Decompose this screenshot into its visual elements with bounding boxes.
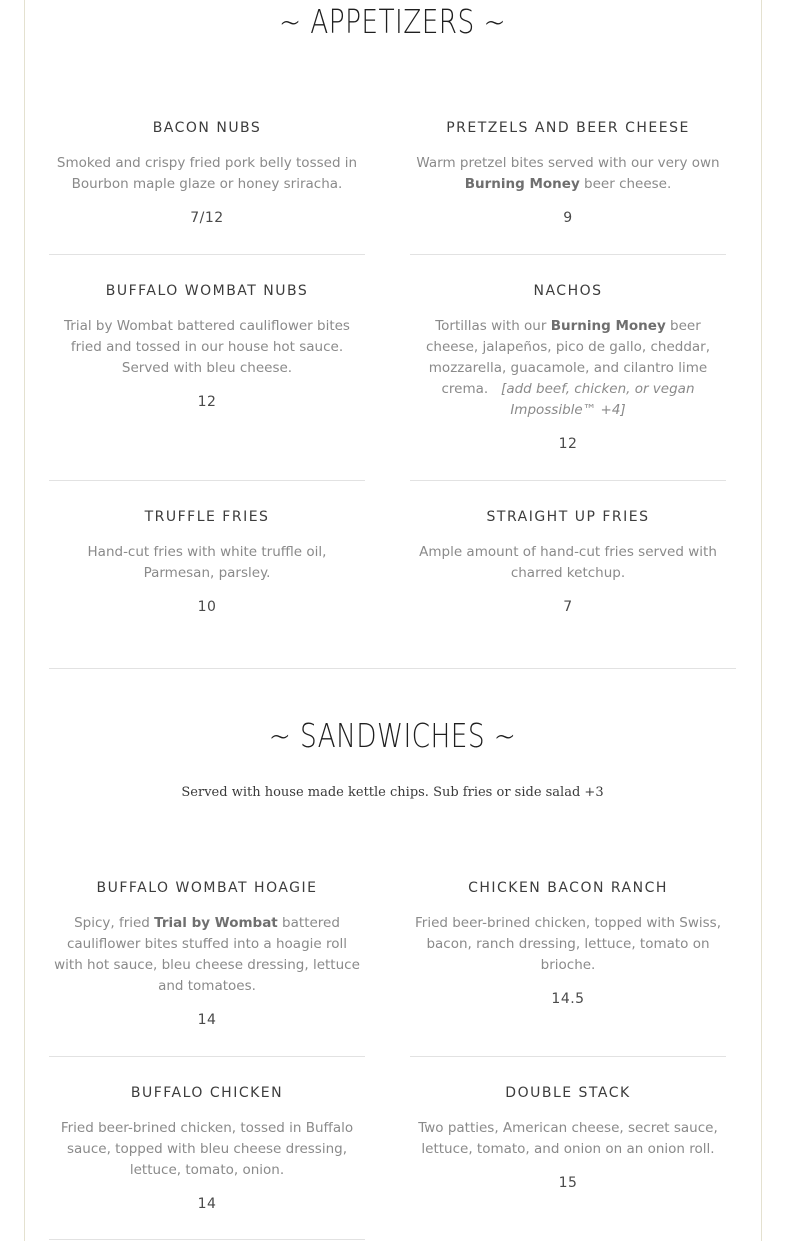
divider — [49, 480, 365, 481]
menu-item-buffalo-wombat-hoagie — [49, 878, 365, 1030]
item-price: 7 — [563, 599, 573, 615]
item-name: NACHOS — [533, 283, 603, 299]
divider — [49, 254, 365, 255]
menu-item-straight-up-fries — [410, 507, 726, 617]
menu-item-buffalo-chicken — [49, 1083, 365, 1214]
section-title-sandwiches: ~ SANDWICHES ~ — [268, 716, 517, 755]
item-description: Fried beer-brined chicken, topped with Swiss, bacon, ranch dressing, lettuce, tomato on brioche. — [414, 915, 722, 973]
item-price: 14.5 — [551, 991, 585, 1007]
item-description: Fried beer-brined chicken, tossed in Buffalo sauce, topped with bleu cheese dressing, lettuce, tomato, onion. — [60, 1120, 354, 1178]
item-name: CHICKEN BACON RANCH — [468, 880, 668, 896]
item-name: BUFFALO WOMBAT HOAGIE — [96, 880, 318, 896]
menu-item-double-stack — [410, 1083, 726, 1193]
item-description: Spicy, fried Trial by Wombat battered cauliflower bites stuffed into a hoagie roll with hot sauce, bleu cheese dressing, lettuce and tomatoes. — [54, 915, 360, 994]
item-price: 9 — [563, 210, 573, 226]
item-price: 15 — [558, 1175, 578, 1191]
item-name: BACON NUBS — [152, 120, 262, 136]
menu-item-chicken-bacon-ranch — [410, 878, 726, 1009]
item-name: STRAIGHT UP FRIES — [486, 509, 650, 525]
section-subtitle-sandwiches: Served with house made kettle chips. Sub fries or side salad +3 — [181, 785, 604, 800]
menu-item-buffalo-wombat-nubs — [49, 281, 365, 412]
menu-item-pretzels-and-beer-cheese — [410, 118, 726, 228]
item-description: Two patties, American cheese, secret sauce, lettuce, tomato, and onion on an onion roll. — [418, 1120, 718, 1157]
divider — [410, 480, 726, 481]
divider — [410, 254, 726, 255]
divider — [410, 1056, 726, 1057]
item-description: Warm pretzel bites served with our very own Burning Money beer cheese. — [416, 155, 720, 192]
item-price: 14 — [197, 1012, 217, 1028]
divider — [49, 1239, 365, 1240]
item-name: DOUBLE STACK — [505, 1085, 631, 1101]
item-name: PRETZELS AND BEER CHEESE — [446, 120, 690, 136]
item-price: 14 — [197, 1196, 217, 1212]
section-divider — [49, 668, 736, 669]
item-price: 12 — [197, 394, 217, 410]
item-name: BUFFALO WOMBAT NUBS — [105, 283, 309, 299]
menu-item-nachos — [410, 281, 726, 454]
item-price: 7/12 — [190, 210, 224, 226]
item-description: Ample amount of hand-cut fries served with charred ketchup. — [419, 544, 717, 581]
item-description: Hand-cut fries with white truffle oil, Parmesan, parsley. — [87, 544, 327, 581]
item-description: Smoked and crispy fried pork belly tossed in Bourbon maple glaze or honey sriracha. — [56, 155, 358, 192]
item-description: Trial by Wombat battered cauliflower bites fried and tossed in our house hot sauce. Served with bleu cheese. — [64, 318, 350, 376]
item-name: TRUFFLE FRIES — [144, 509, 270, 525]
item-description: Tortillas with our Burning Money beer cheese, jalapeños, pico de gallo, cheddar, mozzarella, guacamole, and cilantro lime crema. [add beef, chicken, or vegan Impossible™ +4] — [425, 318, 711, 418]
menu-item-truffle-fries — [49, 507, 365, 617]
menu-item-bacon-nubs — [49, 118, 365, 228]
item-price: 10 — [197, 599, 217, 615]
section-title-appetizers: ~ APPETIZERS ~ — [279, 2, 506, 41]
item-price: 12 — [558, 436, 578, 452]
item-name: BUFFALO CHICKEN — [130, 1085, 284, 1101]
divider — [49, 1056, 365, 1057]
